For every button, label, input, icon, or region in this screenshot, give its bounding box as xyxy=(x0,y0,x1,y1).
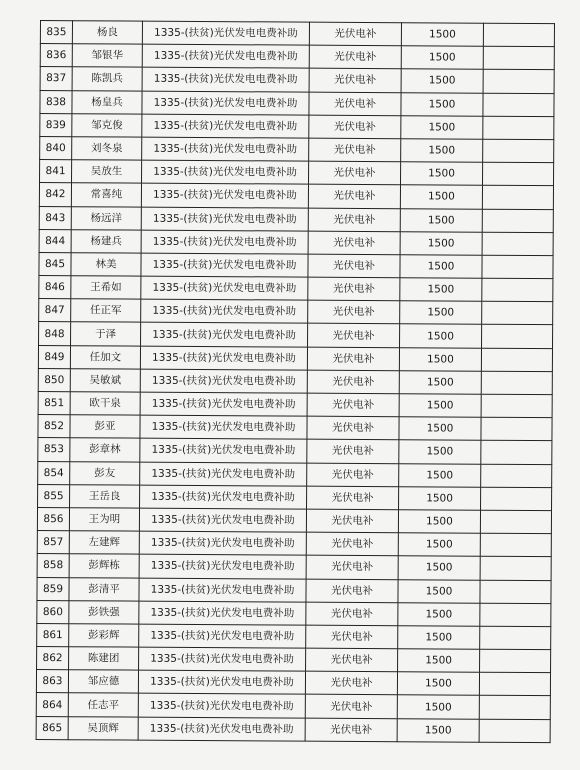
amount-cell: 1500 xyxy=(400,208,482,232)
amount-cell: 1500 xyxy=(400,231,482,255)
name-cell: 于泽 xyxy=(71,322,141,346)
subsidy-type-cell: 光伏电补 xyxy=(307,347,399,371)
name-cell: 杨皇兵 xyxy=(72,90,142,114)
name-cell: 任正军 xyxy=(71,299,141,323)
serial-number-cell: 856 xyxy=(37,507,69,530)
subsidy-item-cell: 1335-(扶贫)光伏发电电费补助 xyxy=(139,531,306,555)
amount-cell: 1500 xyxy=(401,23,483,47)
subsidy-type-cell: 光伏电补 xyxy=(306,648,398,672)
subsidy-type-cell: 光伏电补 xyxy=(309,69,401,93)
table-row xyxy=(38,461,552,487)
remark-cell xyxy=(481,464,552,488)
serial-number-cell: 853 xyxy=(38,438,70,461)
remark-cell xyxy=(480,626,551,650)
table-row xyxy=(36,716,550,742)
subsidy-item-cell: 1335-(扶贫)光伏发电电费补助 xyxy=(141,276,308,300)
subsidy-item-cell: 1335-(扶贫)光伏发电电费补助 xyxy=(140,485,307,509)
name-cell: 陈凯兵 xyxy=(72,67,142,91)
subsidy-item-cell: 1335-(扶贫)光伏发电电费补助 xyxy=(142,68,309,92)
remark-cell xyxy=(480,603,551,627)
remark-cell xyxy=(479,696,550,720)
amount-cell: 1500 xyxy=(401,69,483,93)
table-row xyxy=(37,623,551,649)
name-cell: 左建辉 xyxy=(69,531,139,555)
name-cell: 杨良 xyxy=(72,21,142,45)
table-row xyxy=(39,322,553,348)
amount-cell: 1500 xyxy=(398,533,480,557)
subsidy-item-cell: 1335-(扶贫)光伏发电电费补助 xyxy=(140,369,307,393)
subsidy-item-cell: 1335-(扶贫)光伏发电电费补助 xyxy=(142,91,309,115)
amount-cell: 1500 xyxy=(399,417,481,441)
subsidy-item-cell: 1335-(扶贫)光伏发电电费补助 xyxy=(142,160,309,184)
table-row xyxy=(40,44,554,70)
subsidy-item-cell: 1335-(扶贫)光伏发电电费补助 xyxy=(140,415,307,439)
subsidy-type-cell: 光伏电补 xyxy=(307,486,399,510)
table-row xyxy=(37,531,551,557)
subsidy-item-cell: 1335-(扶贫)光伏发电电费补助 xyxy=(138,670,305,694)
remark-cell xyxy=(483,46,554,70)
name-cell: 欧干泉 xyxy=(70,392,140,416)
amount-cell: 1500 xyxy=(400,255,482,279)
serial-number-cell: 860 xyxy=(37,600,69,623)
subsidy-type-cell: 光伏电补 xyxy=(308,254,400,278)
amount-cell: 1500 xyxy=(399,440,481,464)
serial-number-cell: 850 xyxy=(38,368,70,391)
subsidy-item-cell: 1335-(扶贫)光伏发电电费补助 xyxy=(141,207,308,231)
subsidy-type-cell: 光伏电补 xyxy=(306,532,398,556)
amount-cell: 1500 xyxy=(399,394,481,418)
table-row xyxy=(39,206,553,232)
serial-number-cell: 843 xyxy=(39,206,71,229)
subsidy-item-cell: 1335-(扶贫)光伏发电电费补助 xyxy=(139,578,306,602)
remark-cell xyxy=(483,23,554,47)
serial-number-cell: 848 xyxy=(39,322,71,345)
serial-number-cell: 842 xyxy=(39,183,71,206)
subsidy-item-cell: 1335-(扶贫)光伏发电电费补助 xyxy=(142,137,309,161)
table-row xyxy=(40,136,554,162)
table-row xyxy=(38,415,552,441)
serial-number-cell: 849 xyxy=(38,345,70,368)
remark-cell xyxy=(481,417,552,441)
table-row xyxy=(37,577,551,603)
remark-cell xyxy=(482,278,553,302)
subsidy-type-cell: 光伏电补 xyxy=(305,695,397,719)
name-cell: 杨建兵 xyxy=(71,229,141,253)
name-cell: 邹克俊 xyxy=(72,113,142,137)
subsidy-item-cell: 1335-(扶贫)光伏发电电费补助 xyxy=(139,508,306,532)
serial-number-cell: 859 xyxy=(37,577,69,600)
subsidy-type-cell: 光伏电补 xyxy=(309,45,401,69)
remark-cell xyxy=(480,649,551,673)
table-row xyxy=(39,229,553,255)
remark-cell xyxy=(483,70,554,94)
table-row xyxy=(36,670,550,696)
table-row xyxy=(40,21,554,47)
amount-cell: 1500 xyxy=(397,672,479,696)
remark-cell xyxy=(482,209,553,233)
serial-number-cell: 845 xyxy=(39,252,71,275)
table-row xyxy=(39,183,553,209)
name-cell: 邹应德 xyxy=(68,670,138,694)
remark-cell xyxy=(483,93,554,117)
remark-cell xyxy=(481,348,552,372)
serial-number-cell: 844 xyxy=(39,229,71,252)
subsidy-type-cell: 光伏电补 xyxy=(307,416,399,440)
name-cell: 任加文 xyxy=(70,345,140,369)
amount-cell: 1500 xyxy=(401,115,483,139)
amount-cell: 1500 xyxy=(398,649,480,673)
serial-number-cell: 854 xyxy=(38,461,70,484)
remark-cell xyxy=(482,162,553,186)
table-row xyxy=(37,647,551,673)
subsidy-item-cell: 1335-(扶贫)光伏发电电费补助 xyxy=(140,462,307,486)
subsidy-item-cell: 1335-(扶贫)光伏发电电费补助 xyxy=(140,392,307,416)
remark-cell xyxy=(480,580,551,604)
subsidy-item-cell: 1335-(扶贫)光伏发电电费补助 xyxy=(138,717,305,741)
table-row xyxy=(37,600,551,626)
subsidy-item-cell: 1335-(扶贫)光伏发电电费补助 xyxy=(142,44,309,68)
subsidy-item-cell: 1335-(扶贫)光伏发电电费补助 xyxy=(141,299,308,323)
table-row xyxy=(37,507,551,533)
subsidy-item-cell: 1335-(扶贫)光伏发电电费补助 xyxy=(141,253,308,277)
subsidy-type-cell: 光伏电补 xyxy=(305,718,397,742)
remark-cell xyxy=(481,371,552,395)
amount-cell: 1500 xyxy=(398,602,480,626)
name-cell: 林美 xyxy=(71,253,141,277)
serial-number-cell: 864 xyxy=(36,693,68,716)
subsidy-type-cell: 光伏电补 xyxy=(308,184,400,208)
remark-cell xyxy=(480,557,551,581)
serial-number-cell: 840 xyxy=(40,136,72,159)
amount-cell: 1500 xyxy=(401,92,483,116)
serial-number-cell: 858 xyxy=(37,554,69,577)
table-row xyxy=(40,67,554,93)
remark-cell xyxy=(482,232,553,256)
amount-cell: 1500 xyxy=(397,718,479,742)
remark-cell xyxy=(482,186,553,210)
subsidy-item-cell: 1335-(扶贫)光伏发电电费补助 xyxy=(139,601,306,625)
name-cell: 任志平 xyxy=(68,693,138,717)
remark-cell xyxy=(482,301,553,325)
name-cell: 邹银华 xyxy=(72,44,142,68)
serial-number-cell: 863 xyxy=(36,670,68,693)
subsidy-item-cell: 1335-(扶贫)光伏发电电费补助 xyxy=(139,554,306,578)
amount-cell: 1500 xyxy=(401,46,483,70)
amount-cell: 1500 xyxy=(399,463,481,487)
serial-number-cell: 846 xyxy=(39,276,71,299)
serial-number-cell: 855 xyxy=(38,484,70,507)
table-row xyxy=(39,299,553,325)
name-cell: 彭辉栋 xyxy=(69,554,139,578)
name-cell: 彭彩辉 xyxy=(69,624,139,648)
table-row xyxy=(39,276,553,302)
subsidy-type-cell: 光伏电补 xyxy=(306,555,398,579)
subsidy-type-cell: 光伏电补 xyxy=(309,138,401,162)
serial-number-cell: 836 xyxy=(40,44,72,67)
table-body xyxy=(36,21,554,743)
remark-cell xyxy=(479,719,550,743)
subsidy-type-cell: 光伏电补 xyxy=(309,22,401,46)
amount-cell: 1500 xyxy=(401,139,483,163)
subsidy-type-cell: 光伏电补 xyxy=(309,115,401,139)
table-row xyxy=(38,345,552,371)
name-cell: 彭亚 xyxy=(70,415,140,439)
table-row xyxy=(38,391,552,417)
amount-cell: 1500 xyxy=(398,510,480,534)
subsidy-type-cell: 光伏电补 xyxy=(307,370,399,394)
remark-cell xyxy=(480,510,551,534)
serial-number-cell: 851 xyxy=(38,391,70,414)
subsidy-item-cell: 1335-(扶贫)光伏发电电费补助 xyxy=(141,230,308,254)
subsidy-item-cell: 1335-(扶贫)光伏发电电费补助 xyxy=(140,438,307,462)
subsidy-item-cell: 1335-(扶贫)光伏发电电费补助 xyxy=(139,624,306,648)
subsidy-table xyxy=(36,20,555,743)
table-row xyxy=(37,554,551,580)
remark-cell xyxy=(482,325,553,349)
remark-cell xyxy=(483,139,554,163)
subsidy-item-cell: 1335-(扶贫)光伏发电电费补助 xyxy=(138,694,305,718)
subsidy-item-cell: 1335-(扶贫)光伏发电电费补助 xyxy=(139,647,306,671)
serial-number-cell: 835 xyxy=(40,21,72,44)
serial-number-cell: 857 xyxy=(37,531,69,554)
name-cell: 吴敏斌 xyxy=(70,369,140,393)
subsidy-type-cell: 光伏电补 xyxy=(309,161,401,185)
serial-number-cell: 862 xyxy=(37,647,69,670)
subsidy-item-cell: 1335-(扶贫)光伏发电电费补助 xyxy=(141,183,308,207)
remark-cell xyxy=(483,116,554,140)
amount-cell: 1500 xyxy=(399,486,481,510)
remark-cell xyxy=(482,255,553,279)
name-cell: 彭友 xyxy=(70,461,140,485)
name-cell: 彭铁强 xyxy=(69,600,139,624)
subsidy-type-cell: 光伏电补 xyxy=(308,231,400,255)
subsidy-type-cell: 光伏电补 xyxy=(309,92,401,116)
subsidy-type-cell: 光伏电补 xyxy=(306,625,398,649)
amount-cell: 1500 xyxy=(400,185,482,209)
amount-cell: 1500 xyxy=(398,626,480,650)
remark-cell xyxy=(480,533,551,557)
remark-cell xyxy=(481,394,552,418)
subsidy-item-cell: 1335-(扶贫)光伏发电电费补助 xyxy=(141,323,308,347)
remark-cell xyxy=(481,441,552,465)
serial-number-cell: 841 xyxy=(40,160,72,183)
subsidy-type-cell: 光伏电补 xyxy=(308,277,400,301)
name-cell: 彭章林 xyxy=(70,438,140,462)
serial-number-cell: 837 xyxy=(40,67,72,90)
serial-number-cell: 852 xyxy=(38,415,70,438)
serial-number-cell: 861 xyxy=(37,623,69,646)
table-row xyxy=(38,368,552,394)
subsidy-type-cell: 光伏电补 xyxy=(306,579,398,603)
serial-number-cell: 839 xyxy=(40,113,72,136)
subsidy-type-cell: 光伏电补 xyxy=(306,509,398,533)
name-cell: 王为明 xyxy=(69,508,139,532)
subsidy-type-cell: 光伏电补 xyxy=(308,208,400,232)
amount-cell: 1500 xyxy=(397,695,479,719)
amount-cell: 1500 xyxy=(398,579,480,603)
table-row xyxy=(40,160,554,186)
amount-cell: 1500 xyxy=(400,278,482,302)
subsidy-type-cell: 光伏电补 xyxy=(308,324,400,348)
serial-number-cell: 838 xyxy=(40,90,72,113)
name-cell: 彭清平 xyxy=(69,577,139,601)
name-cell: 刘冬泉 xyxy=(72,137,142,161)
name-cell: 吴放生 xyxy=(72,160,142,184)
subsidy-type-cell: 光伏电补 xyxy=(306,602,398,626)
name-cell: 王岳良 xyxy=(70,484,140,508)
amount-cell: 1500 xyxy=(400,324,482,348)
table-row xyxy=(38,484,552,510)
remark-cell xyxy=(479,672,550,696)
table-row xyxy=(39,252,553,278)
subsidy-type-cell: 光伏电补 xyxy=(307,393,399,417)
amount-cell: 1500 xyxy=(400,301,482,325)
subsidy-item-cell: 1335-(扶贫)光伏发电电费补助 xyxy=(142,21,309,45)
subsidy-type-cell: 光伏电补 xyxy=(307,440,399,464)
subsidy-type-cell: 光伏电补 xyxy=(307,463,399,487)
table-row xyxy=(38,438,552,464)
amount-cell: 1500 xyxy=(399,371,481,395)
serial-number-cell: 847 xyxy=(39,299,71,322)
table-row xyxy=(36,693,550,719)
subsidy-item-cell: 1335-(扶贫)光伏发电电费补助 xyxy=(140,346,307,370)
table-row xyxy=(40,113,554,139)
amount-cell: 1500 xyxy=(399,347,481,371)
subsidy-item-cell: 1335-(扶贫)光伏发电电费补助 xyxy=(142,114,309,138)
name-cell: 王希如 xyxy=(71,276,141,300)
name-cell: 陈建团 xyxy=(69,647,139,671)
subsidy-type-cell: 光伏电补 xyxy=(308,300,400,324)
remark-cell xyxy=(481,487,552,511)
name-cell: 杨远洋 xyxy=(71,206,141,230)
amount-cell: 1500 xyxy=(400,162,482,186)
name-cell: 吴顶辉 xyxy=(68,716,138,740)
serial-number-cell: 865 xyxy=(36,716,68,739)
name-cell: 常喜纯 xyxy=(71,183,141,207)
table-row xyxy=(40,90,554,116)
amount-cell: 1500 xyxy=(398,556,480,580)
subsidy-type-cell: 光伏电补 xyxy=(305,671,397,695)
